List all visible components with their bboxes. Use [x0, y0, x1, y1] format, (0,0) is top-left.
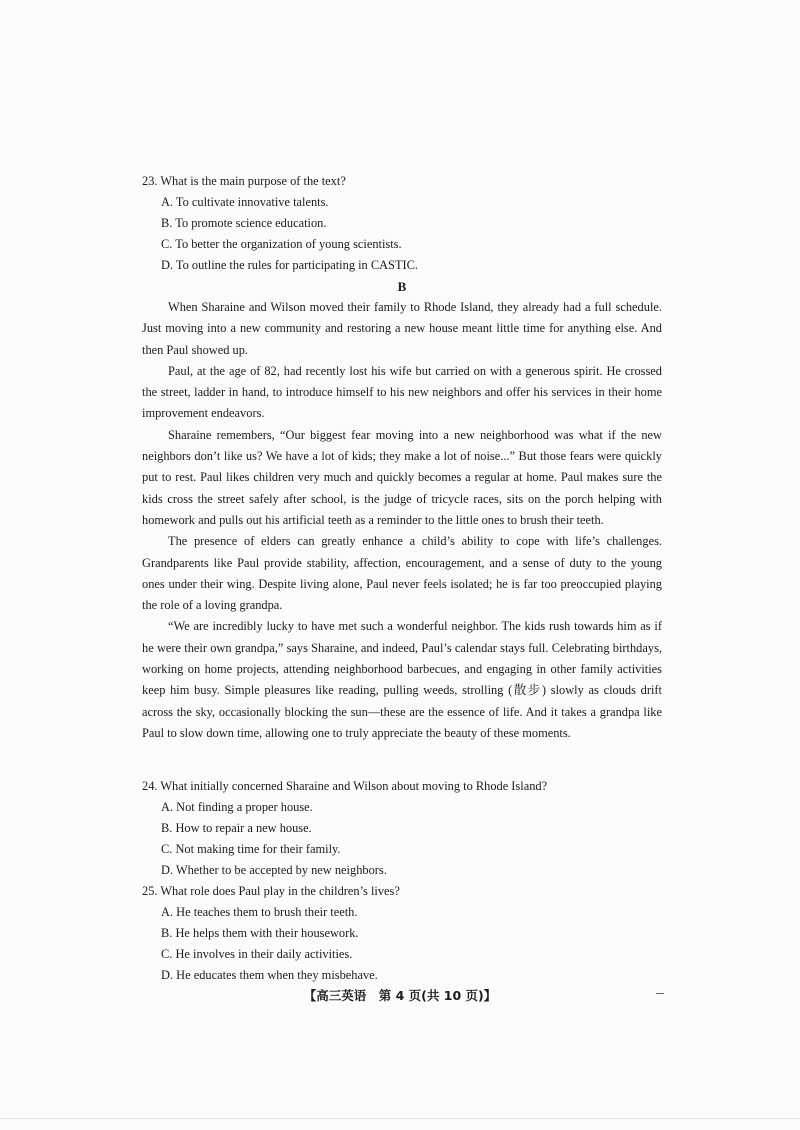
- question-23-option-d: D. To outline the rules for participating in CASTIC.: [161, 258, 419, 272]
- question-23-stem: 23. What is the main purpose of the text?: [142, 174, 346, 188]
- question-25-option-a: A. He teaches them to brush their teeth.: [161, 905, 358, 919]
- footer-dash: [656, 993, 664, 994]
- passage-paragraph-5: “We are incredibly lucky to have met such a wonderful neighbor. The kids rush towards him as if he were their own grandpa,” says Sharaine, and indeed, Paul’s calendar stays full. Celebrating birthdays, working on home projects, attending neighborhood barbecues, and engaging in other family activities keep him busy. Simple pleasures like reading, pulling weeds, strolling (散步) slowly as clouds drift across the sky, occasionally blocking the sun—these are the essence of life. And it takes a grandpa like Paul to slow down time, allowing one to truly appreciate the beauty of these moments.: [142, 619, 662, 740]
- question-24-option-b: B. How to repair a new house.: [161, 821, 312, 835]
- page-bottom-edge: [0, 1118, 800, 1119]
- question-25: [142, 881, 662, 986]
- question-24: [142, 776, 662, 881]
- question-24-stem: 24. What initially concerned Sharaine and Wilson about moving to Rhode Island?: [142, 779, 548, 793]
- question-25-stem: 25. What role does Paul play in the children’s lives?: [142, 884, 400, 898]
- question-24-option-d: D. Whether to be accepted by new neighbors.: [161, 863, 387, 877]
- passage-paragraph-4: The presence of elders can greatly enhance a child’s ability to cope with life’s challenges. Grandparents like Paul provide stability, affection, encouragement, and a sense of duty to the young ones under their wing. Despite living alone, Paul never feels isolated; he is far too preoccupied playing the role of a loving grandpa.: [142, 534, 662, 613]
- question-25-option-d: D. He educates them when they misbehave.: [161, 968, 378, 982]
- passage-paragraph-3: Sharaine remembers, “Our biggest fear moving into a new neighborhood was what if the new neighbors don’t like us? We have a lot of kids; they make a lot of noise...” But those fears were quickly put to rest. Paul likes children very much and quickly becomes a regular at home. Paul makes sure the kids cross the street safely after school, is the judge of tricycle races, sits on the porch helping with homework and pulls out his artificial teeth as a reminder to the little ones to brush their teeth.: [142, 427, 662, 527]
- question-23-option-c: C. To better the organization of young scientists.: [161, 237, 402, 251]
- question-23-option-b: B. To promote science education.: [161, 216, 327, 230]
- question-25-option-c: C. He involves in their daily activities.: [161, 947, 353, 961]
- question-24-option-a: A. Not finding a proper house.: [161, 800, 313, 814]
- question-23: [142, 171, 662, 276]
- section-b-title: B: [397, 279, 407, 294]
- section-b: [142, 276, 662, 297]
- passage: [142, 297, 662, 744]
- question-24-option-c: C. Not making time for their family.: [161, 842, 341, 856]
- question-23-option-a: A. To cultivate innovative talents.: [161, 195, 329, 209]
- question-25-option-b: B. He helps them with their housework.: [161, 926, 359, 940]
- passage-paragraph-1: When Sharaine and Wilson moved their family to Rhode Island, they already had a full schedule. Just moving into a new community and restoring a new house meant little time for anything else. And then Paul showed up.: [142, 300, 662, 357]
- page-footer: 【高三英语 第 4 页(共 10 页)】: [303, 988, 497, 1003]
- passage-paragraph-2: Paul, at the age of 82, had recently lost his wife but carried on with a generous spirit. He crossed the street, ladder in hand, to introduce himself to his new neighbors and offer his services in their home improvement endeavors.: [142, 363, 662, 421]
